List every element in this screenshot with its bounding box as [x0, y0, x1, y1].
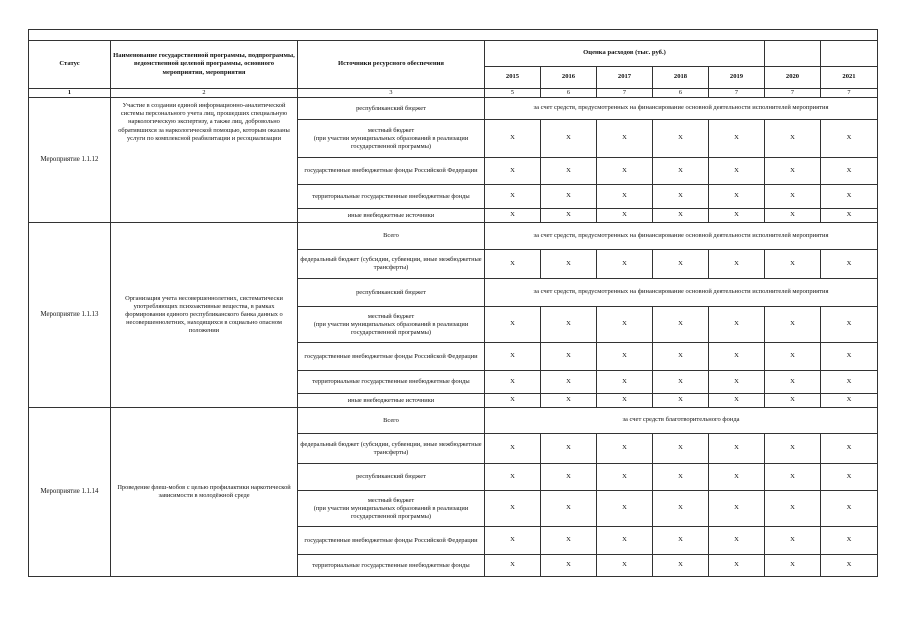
- funding-source: Всего: [298, 223, 485, 250]
- funding-source: местный бюджет (при участии муниципальных образований в реализации государственной программы): [298, 491, 485, 527]
- value-cell: Х: [541, 120, 597, 158]
- value-cell: Х: [485, 555, 541, 577]
- header-row-1: [29, 41, 878, 67]
- header-status: Статус: [29, 41, 111, 89]
- funding-source: федеральный бюджет (субсидии, субвенции, иные межбюджетные трансферты): [298, 434, 485, 464]
- value-cell: Х: [709, 371, 765, 394]
- table-row: [29, 408, 878, 434]
- value-cell: Х: [485, 464, 541, 491]
- budget-table-sheet: [28, 29, 877, 594]
- value-cell: Х: [597, 464, 653, 491]
- value-cell: Х: [653, 527, 709, 555]
- value-cell: Х: [709, 250, 765, 279]
- value-cell: Х: [541, 158, 597, 185]
- value-cell: Х: [765, 371, 821, 394]
- value-cell: Х: [765, 394, 821, 408]
- funding-note: за счет средств, предусмотренных на финансирование основной деятельности исполнителей мероприятия: [485, 223, 878, 250]
- value-cell: Х: [765, 491, 821, 527]
- activity-name: Проведение флеш-мобов с целью профилактики наркотической зависимости в молодёжной среде: [111, 408, 298, 577]
- value-cell: Х: [709, 491, 765, 527]
- value-cell: Х: [765, 158, 821, 185]
- value-cell: Х: [653, 120, 709, 158]
- value-cell: Х: [653, 185, 709, 209]
- value-cell: Х: [541, 250, 597, 279]
- value-cell: Х: [541, 209, 597, 223]
- value-cell: Х: [485, 434, 541, 464]
- value-cell: Х: [821, 434, 878, 464]
- value-cell: Х: [597, 527, 653, 555]
- header-blank-2020: [765, 41, 821, 67]
- value-cell: Х: [765, 120, 821, 158]
- activity-status: Мероприятие 1.1.14: [29, 408, 111, 577]
- value-cell: Х: [765, 343, 821, 371]
- value-cell: Х: [765, 185, 821, 209]
- year-header: 2019: [709, 67, 765, 89]
- value-cell: Х: [821, 120, 878, 158]
- column-number: 7: [821, 89, 878, 98]
- column-number: 1: [29, 89, 111, 98]
- value-cell: Х: [653, 158, 709, 185]
- value-cell: Х: [653, 307, 709, 343]
- column-number: 2: [111, 89, 298, 98]
- funding-source: местный бюджет (при участии муниципальных образований в реализации государственной программы): [298, 120, 485, 158]
- value-cell: Х: [765, 434, 821, 464]
- header-estimate: Оценка расходов (тыс. руб.): [485, 41, 765, 67]
- value-cell: Х: [709, 555, 765, 577]
- value-cell: Х: [485, 185, 541, 209]
- value-cell: Х: [821, 527, 878, 555]
- value-cell: Х: [541, 527, 597, 555]
- value-cell: Х: [597, 343, 653, 371]
- value-cell: Х: [597, 434, 653, 464]
- funding-source: государственные внебюджетные фонды Российской Федерации: [298, 158, 485, 185]
- value-cell: Х: [653, 343, 709, 371]
- value-cell: Х: [821, 158, 878, 185]
- funding-note: за счет средств, предусмотренных на финансирование основной деятельности исполнителей мероприятия: [485, 279, 878, 307]
- table-row: [29, 223, 878, 250]
- value-cell: Х: [821, 250, 878, 279]
- value-cell: Х: [653, 394, 709, 408]
- value-cell: Х: [597, 250, 653, 279]
- value-cell: Х: [541, 371, 597, 394]
- activity-status: Мероприятие 1.1.13: [29, 223, 111, 408]
- value-cell: Х: [653, 555, 709, 577]
- funding-source: иные внебюджетные источники: [298, 394, 485, 408]
- table-body: [29, 98, 878, 577]
- value-cell: Х: [709, 120, 765, 158]
- value-cell: Х: [597, 371, 653, 394]
- table-row: [29, 98, 878, 120]
- value-cell: Х: [485, 527, 541, 555]
- value-cell: Х: [821, 343, 878, 371]
- value-cell: Х: [765, 464, 821, 491]
- value-cell: Х: [821, 371, 878, 394]
- year-header: 2015: [485, 67, 541, 89]
- funding-source: территориальные государственные внебюджетные фонды: [298, 555, 485, 577]
- value-cell: Х: [485, 343, 541, 371]
- value-cell: Х: [821, 209, 878, 223]
- top-blank-row: [29, 30, 878, 41]
- funding-source: государственные внебюджетные фонды Российской Федерации: [298, 527, 485, 555]
- resource-table: [28, 29, 878, 577]
- value-cell: Х: [485, 120, 541, 158]
- value-cell: Х: [765, 527, 821, 555]
- value-cell: Х: [541, 307, 597, 343]
- column-number: 5: [485, 89, 541, 98]
- value-cell: Х: [485, 491, 541, 527]
- value-cell: Х: [541, 555, 597, 577]
- value-cell: Х: [653, 491, 709, 527]
- value-cell: Х: [709, 434, 765, 464]
- column-number: 7: [709, 89, 765, 98]
- funding-source: территориальные государственные внебюджетные фонды: [298, 185, 485, 209]
- value-cell: Х: [597, 307, 653, 343]
- value-cell: Х: [485, 250, 541, 279]
- value-cell: Х: [653, 250, 709, 279]
- funding-source: Всего: [298, 408, 485, 434]
- value-cell: Х: [821, 491, 878, 527]
- value-cell: Х: [653, 371, 709, 394]
- value-cell: Х: [653, 464, 709, 491]
- year-header: 2016: [541, 67, 597, 89]
- value-cell: Х: [653, 209, 709, 223]
- value-cell: Х: [597, 120, 653, 158]
- value-cell: Х: [821, 307, 878, 343]
- funding-source: иные внебюджетные источники: [298, 209, 485, 223]
- value-cell: Х: [709, 464, 765, 491]
- value-cell: Х: [597, 491, 653, 527]
- year-header: 2018: [653, 67, 709, 89]
- value-cell: Х: [485, 394, 541, 408]
- value-cell: Х: [821, 394, 878, 408]
- value-cell: Х: [541, 464, 597, 491]
- value-cell: Х: [765, 307, 821, 343]
- funding-source: республиканский бюджет: [298, 464, 485, 491]
- funding-source: республиканский бюджет: [298, 98, 485, 120]
- column-numbers-row: [29, 89, 878, 98]
- value-cell: Х: [541, 185, 597, 209]
- value-cell: Х: [541, 394, 597, 408]
- value-cell: Х: [541, 434, 597, 464]
- column-number: 7: [765, 89, 821, 98]
- funding-source: территориальные государственные внебюджетные фонды: [298, 371, 485, 394]
- value-cell: Х: [597, 158, 653, 185]
- value-cell: Х: [821, 185, 878, 209]
- funding-source: федеральный бюджет (субсидии, субвенции, иные межбюджетные трансферты): [298, 250, 485, 279]
- value-cell: Х: [821, 555, 878, 577]
- activity-name: Участие в создании единой информационно-аналитической системы персонального учета лиц, прошедших специальную наркологическую экспертизу, а также лиц, добровольно обратившихся за наркологической помощью, которым оказаны услуги по комплексной реабилитации и ресоциализации: [111, 98, 298, 223]
- value-cell: Х: [485, 209, 541, 223]
- top-blank-cell: [29, 30, 878, 41]
- funding-note: за счет средств благотворительного фонда: [485, 408, 878, 434]
- value-cell: Х: [541, 343, 597, 371]
- value-cell: Х: [653, 434, 709, 464]
- value-cell: Х: [709, 209, 765, 223]
- value-cell: Х: [765, 555, 821, 577]
- header-name: Наименование государственной программы, подпрограммы, ведомственной целевой программы, основного мероприятия, мероприятия: [111, 41, 298, 89]
- funding-source: местный бюджет (при участии муниципальных образований в реализации государственной программы): [298, 307, 485, 343]
- column-number: 3: [298, 89, 485, 98]
- value-cell: Х: [485, 371, 541, 394]
- activity-status: Мероприятие 1.1.12: [29, 98, 111, 223]
- value-cell: Х: [597, 394, 653, 408]
- value-cell: Х: [597, 185, 653, 209]
- value-cell: Х: [709, 527, 765, 555]
- value-cell: Х: [765, 250, 821, 279]
- value-cell: Х: [485, 158, 541, 185]
- value-cell: Х: [597, 209, 653, 223]
- value-cell: Х: [709, 394, 765, 408]
- value-cell: Х: [541, 491, 597, 527]
- value-cell: Х: [821, 464, 878, 491]
- column-number: 6: [541, 89, 597, 98]
- value-cell: Х: [765, 209, 821, 223]
- year-header: 2017: [597, 67, 653, 89]
- header-sources: Источники ресурсного обеспечения: [298, 41, 485, 89]
- value-cell: Х: [709, 158, 765, 185]
- column-number: 7: [597, 89, 653, 98]
- funding-source: республиканский бюджет: [298, 279, 485, 307]
- value-cell: Х: [709, 343, 765, 371]
- value-cell: Х: [709, 307, 765, 343]
- value-cell: Х: [597, 555, 653, 577]
- funding-note: за счет средств, предусмотренных на финансирование основной деятельности исполнителей мероприятия: [485, 98, 878, 120]
- header-blank-2021: [821, 41, 878, 67]
- value-cell: Х: [709, 185, 765, 209]
- funding-source: государственные внебюджетные фонды Российской Федерации: [298, 343, 485, 371]
- activity-name: Организация учета несовершеннолетних, систематически употребляющих психоактивные вещества, в рамках формирования единого республиканского банка данных о несовершеннолетних, находящихся в социально опасном положении: [111, 223, 298, 408]
- value-cell: Х: [485, 307, 541, 343]
- year-header: 2021: [821, 67, 878, 89]
- year-header: 2020: [765, 67, 821, 89]
- column-number: 6: [653, 89, 709, 98]
